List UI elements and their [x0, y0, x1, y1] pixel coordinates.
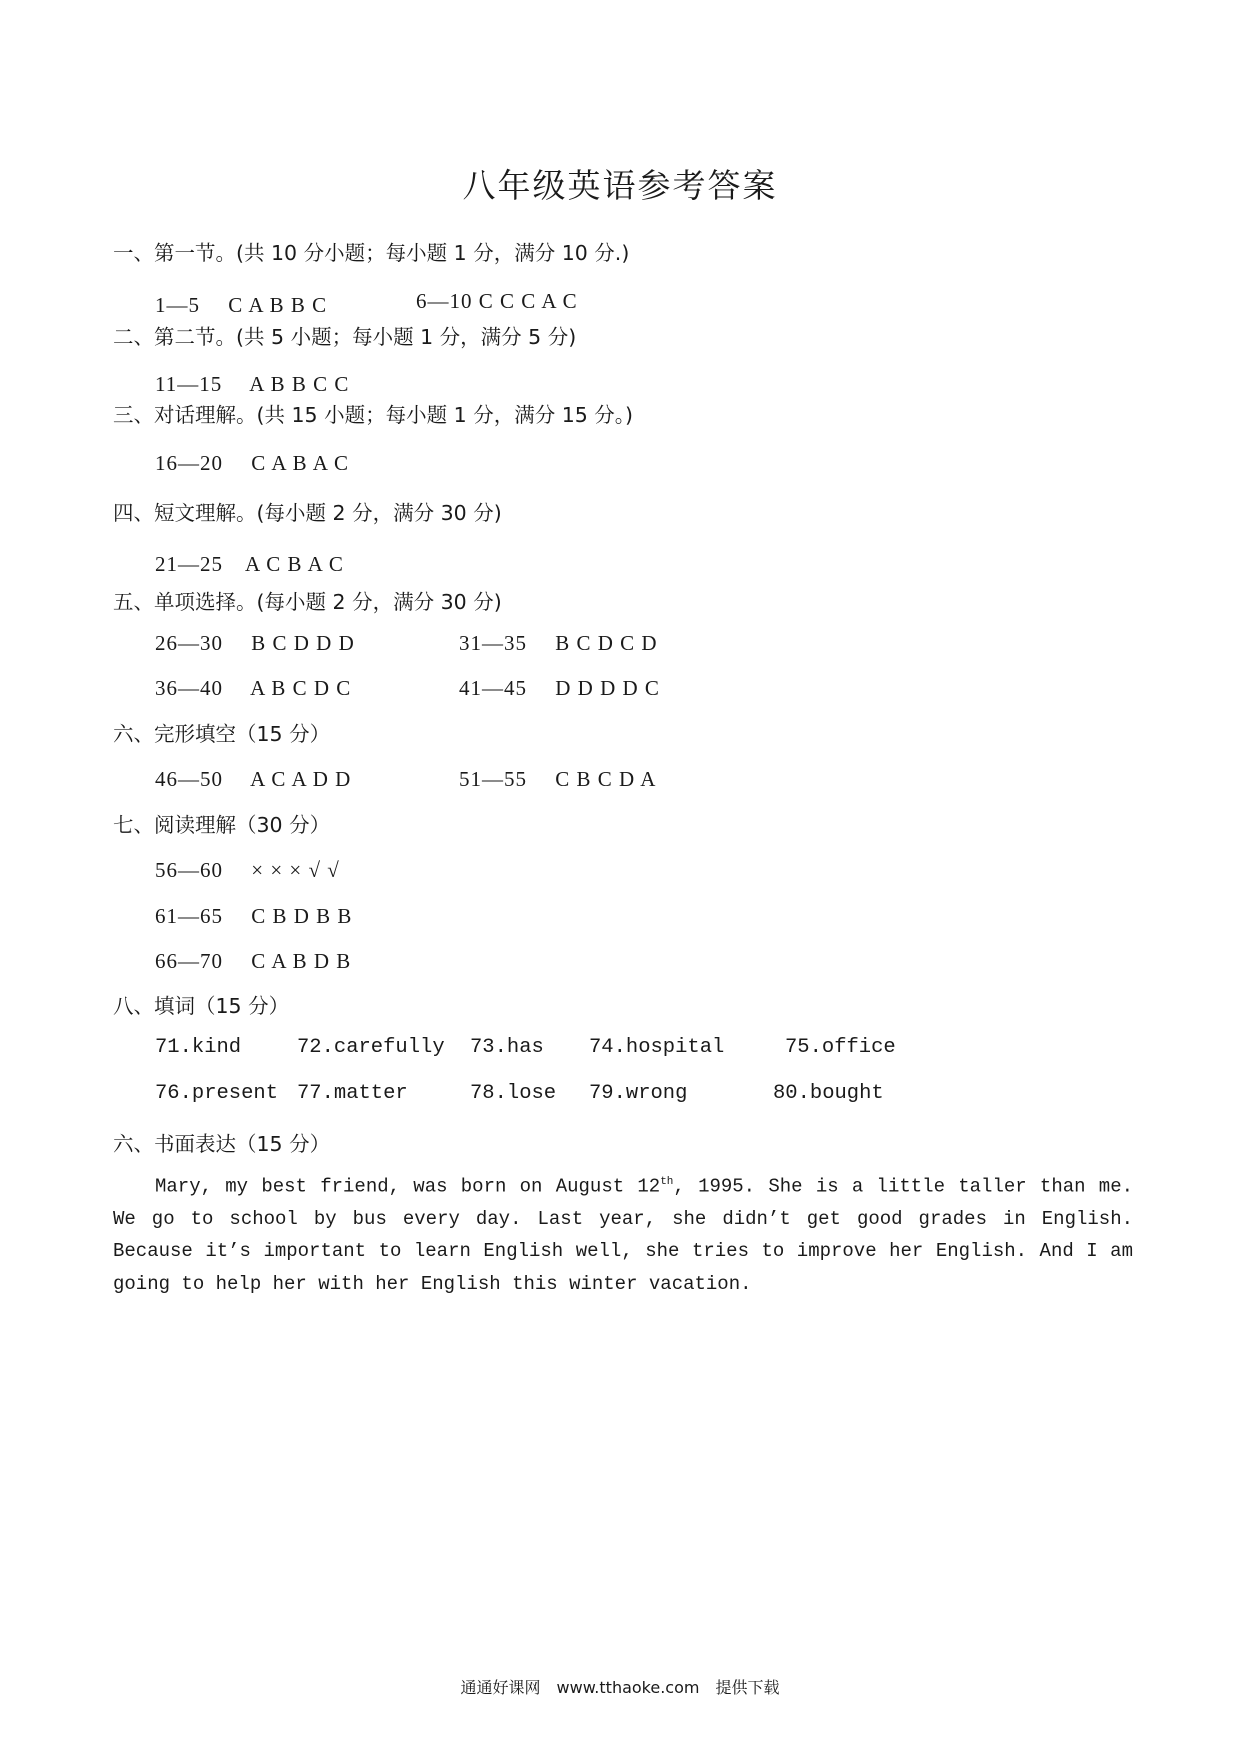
answer-row: 31—35 B C D C D: [459, 631, 658, 655]
answer-row: 41—45 D D D D C: [459, 676, 660, 700]
word-answer: 78.lose: [470, 1082, 557, 1105]
footer-credit: 通通好课网 www.tthaoke.com 提供下载: [460, 1678, 780, 1697]
section-heading-5: 五、单项选择。(每小题 2 分，满分 30 分): [113, 590, 502, 614]
word-answer: 71.kind: [155, 1036, 242, 1059]
word-answer: 77.matter: [297, 1082, 408, 1105]
answer-row: 21—25 A C B A C: [155, 552, 344, 576]
word-answer: 76.present: [155, 1082, 279, 1105]
essay-superscript: th: [660, 1176, 674, 1188]
word-answer: 73.has: [470, 1036, 544, 1059]
answer-row: 16—20 C A B A C: [155, 451, 349, 475]
essay-text-1: Mary, my best friend, was born on August 12: [155, 1175, 661, 1198]
word-answer: 74.hospital: [589, 1036, 725, 1059]
answer-row: 6—10 C C C A C: [416, 289, 578, 313]
word-answer: 75.office: [785, 1036, 896, 1059]
answer-row: 11—15 A B B C C: [155, 372, 350, 396]
answer-row: 26—30 B C D D D: [155, 631, 355, 655]
section-heading-4: 四、短文理解。(每小题 2 分，满分 30 分): [113, 501, 502, 525]
word-answer: 79.wrong: [589, 1082, 688, 1105]
section-heading-6: 六、完形填空（15 分）: [113, 722, 331, 746]
answer-row: 56—60 × × × √ √: [155, 858, 340, 882]
answer-row: 36—40 A B C D C: [155, 676, 352, 700]
section-heading-9: 六、书面表达（15 分）: [113, 1132, 331, 1156]
answer-row: 66—70 C A B D B: [155, 949, 352, 973]
section-heading-3: 三、对话理解。(共 15 小题；每小题 1 分，满分 15 分。): [113, 403, 634, 427]
page-title: 八年级英语参考答案: [462, 166, 778, 205]
essay-text-2: , 1995. She is a little taller than me. We go to school by bus every day. Last year, she didn’t get good grades in English. Because it’s important to learn English well, she tries to improve her English. And I am going to help her with her English this winter vacation.: [113, 1175, 1133, 1295]
section-heading-1: 一、第一节。(共 10 分小题；每小题 1 分，满分 10 分.): [113, 241, 630, 265]
answer-row: 1—5 C A B B C: [155, 293, 328, 317]
word-answer: 72.carefully: [297, 1036, 445, 1059]
section-heading-7: 七、阅读理解（30 分）: [113, 813, 331, 837]
answer-row: 51—55 C B C D A: [459, 767, 657, 791]
answer-row: 46—50 A C A D D: [155, 767, 352, 791]
section-heading-8: 八、填词（15 分）: [113, 994, 290, 1018]
word-answer: 80.bought: [773, 1082, 884, 1105]
section-heading-2: 二、第二节。(共 5 小题；每小题 1 分，满分 5 分): [113, 325, 577, 349]
answer-row: 61—65 C B D B B: [155, 904, 353, 928]
essay-answer: [113, 1166, 1133, 1300]
